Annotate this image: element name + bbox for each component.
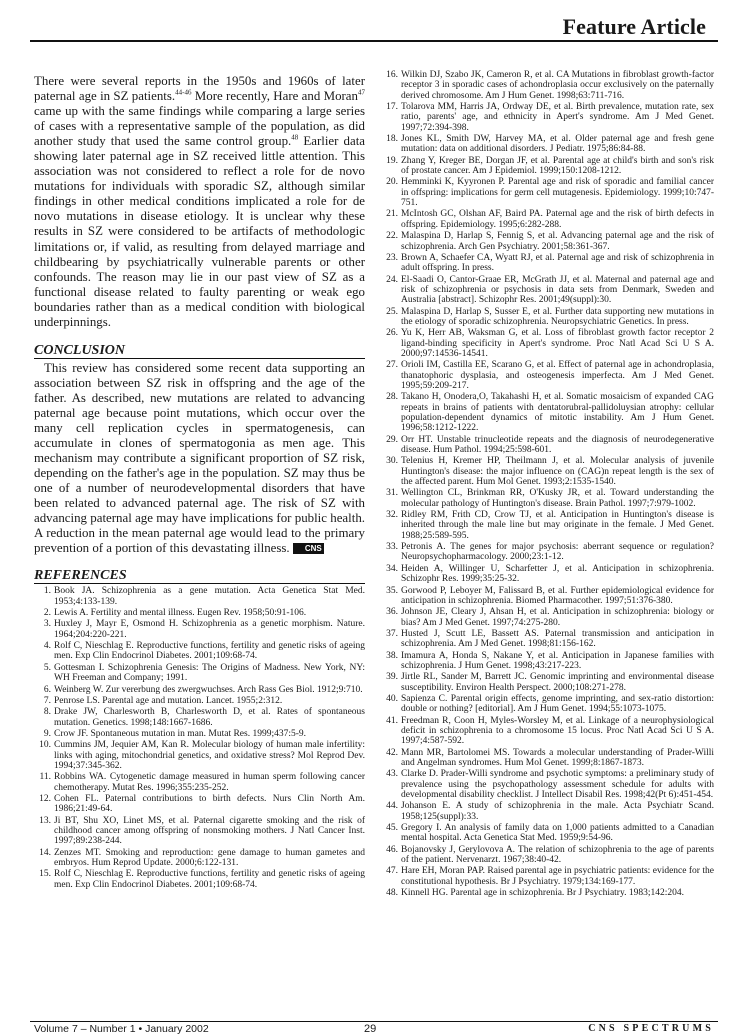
section-title: Feature Article (562, 14, 706, 39)
header-divider (30, 40, 718, 42)
reference-text: Penrose LS. Parental age and mutation. Lancet. 1955;2:312. (54, 695, 283, 706)
reference-number: 35. (386, 585, 398, 596)
reference-number: 32. (386, 510, 398, 521)
reference-item (381, 156, 714, 177)
reference-text: Drake JW, Charlesworth B, Charlesworth D, et al. Rates of spontaneous mutation. Genetics. 1998;148:1667-1686. (54, 707, 365, 728)
reference-text: Wilkin DJ, Szabo JK, Cameron R, et al. CA Mutations in fibroblast growth-factor receptor 3 in sporadic cases of achondroplasia occur exclusively on the paternally derived chromosome. Am J Hum Genet. 1998;63:711-716. (401, 70, 714, 101)
reference-number: 48. (386, 888, 398, 899)
reference-text: Gottesman I. Schizophrenia Genesis: The Origins of Madness. New York, NY: WH Freeman and Company; 1991. (54, 662, 365, 684)
reference-number: 18. (386, 134, 398, 145)
reference-text: Petronis A. The genes for major psychosis: aberrant sequence or regulation? Neuropsychopharmacology. 2000;23:1-12. (401, 542, 714, 563)
reference-item (34, 608, 365, 618)
reference-text: Malaspina D, Harlap S, Fennig S, et al. Advancing paternal age and the risk of schizophrenia. Arch Gen Psychiatry. 2001;58:361-367. (401, 231, 714, 252)
reference-text: Clarke D. Prader-Willi syndrome and psychotic symptoms: a preliminary study of prevalence using the psychopathology assessment schedule for adults with developmental disability checklist. J Intellect Disabil Res. 1998;42(Pt 6):451-454. (401, 769, 714, 801)
reference-item (381, 801, 714, 822)
reference-text: Orioli IM, Castilla EE, Scarano G, et al. Effect of paternal age in achondroplasia, thanatophoric dysplasia, and osteogenesis imperfecta. Am J Med Genet. 1995;59:209-217. (401, 360, 714, 391)
reference-text: McIntosh GC, Olshan AF, Baird PA. Paternal age and the risk of birth defects in offspring. Epidemiology. 1995;6:282-288. (401, 209, 714, 230)
citation-superscript: 44-46 (175, 88, 192, 97)
intro-text-d: Earlier data showing later paternal age in SZ received little attention. This association was not considered to reflect a role for de novo mutations for individuals with sporadic SZ, although similar findings in other medical conditions implicated a role for de novo mutations in disease etiology. It is unclear why these results in SZ were considered to be artifacts of methodologic limitations or, if valid, as resulting from delayed marriage and childbearing by psychiatrically vulnerable parents or other confounds. The reason may lie in our past view of SZ as a functional disease related to faulty parenting or weak ego boundaries rather than as a medical condition with biological underpinnings. (34, 134, 365, 329)
reference-item (34, 816, 365, 847)
reference-text: Weinberg W. Zur vererbung des zwergwuchses. Arch Rass Ges Biol. 1912;9:710. (54, 684, 363, 695)
reference-number: 46. (386, 844, 398, 855)
reference-item (381, 253, 714, 274)
reference-item (381, 769, 714, 800)
reference-number: 8. (43, 707, 51, 718)
reference-text: Gorwood P, Leboyer M, Falissard B, et al. Further epidemiological evidence for anticipation in schizophrenia. Biomed Pharmacother. 1997;51:376-380. (401, 585, 714, 606)
reference-number: 4. (43, 641, 51, 652)
reference-item (381, 607, 714, 628)
reference-number: 21. (386, 209, 398, 220)
journal-name: CNS SPECTRUMS (588, 1023, 714, 1034)
reference-item (381, 542, 714, 563)
citation-superscript: 47 (357, 88, 365, 97)
reference-item (381, 102, 714, 133)
intro-paragraph (34, 74, 365, 330)
reference-item (34, 663, 365, 684)
reference-text: Johanson E. A study of schizophrenia in the male. Acta Psychiatr Scand. 1958;125(suppl):33. (401, 801, 714, 822)
reference-text: Gregory I. An analysis of family data on 1,000 patients admitted to a Canadian mental hospital. Acta Genetica Stat Med. 1959;9:54-96. (401, 823, 714, 844)
reference-item (381, 823, 714, 844)
reference-item (381, 392, 714, 433)
reference-text: Wellington CL, Brinkman RR, O'Kusky JR, et al. Toward understanding the molecular pathology of Huntington's disease. Brain Pathol. 1997;7:979-1002. (401, 488, 714, 509)
reference-text: Yu K, Herr AB, Waksman G, et al. Loss of fibroblast growth factor receptor 2 ligand-binding specificity in Apert's syndrome. Proc Natl Acad Sci U S A. 2000;97:14536-14541. (401, 328, 714, 359)
reference-text: Zhang Y, Kreger BE, Dorgan JF, et al. Parental age at child's birth and son's risk of prostate cancer. Am J Epidemiol. 1999;150:1208-1212. (401, 155, 714, 177)
reference-number: 1. (43, 586, 51, 597)
reference-item (34, 586, 365, 607)
reference-item (381, 488, 714, 509)
conclusion-text: This review has considered some recent data supporting an association between SZ risk in offspring and the age of the father. As described, new mutations are related to advancing paternal age because point mutations, which occur over the many cell replication cycles in spermatogenesis, can accumulate in clones of spermatogonia as men age. This mechanism may contribute a significant proportion of SZ risk, depending on the father's age in the population. SZ may thus be one of a number of neurodevelopmental disorders that have been related to advanced paternal age. The risk of SZ with advancing paternal age may have implications for public health. A reduction in the mean paternal age would lead to the primary prevention of a portion of this devastating illness. (34, 360, 365, 556)
reference-number: 16. (386, 70, 398, 80)
intro-text-a: There were several reports in the 1950s and 1960s of later paternal age in SZ patients. (34, 74, 365, 104)
reference-number: 47. (386, 866, 398, 877)
reference-item (381, 134, 714, 155)
reference-number: 33. (386, 542, 398, 553)
reference-text: Cohen FL. Paternal contributions to birth defects. Nurs Clin North Am. 1986;21:49-64. (54, 793, 365, 815)
conclusion-paragraph (34, 361, 365, 557)
cns-end-mark-icon: CNS (293, 543, 324, 554)
references-heading: REFERENCES (34, 568, 365, 584)
reference-text: Hemminki K, Kyyronen P. Parental age and risk of sporadic and familial cancer in offspring: implications for germ cell mutagenesis. Epidemiology. 1999;10:747-751. (401, 177, 714, 209)
citation-superscript: 48 (291, 133, 299, 142)
reference-number: 29. (386, 434, 398, 445)
reference-number: 23. (386, 252, 398, 263)
reference-item (34, 696, 365, 706)
reference-text: Lewis A. Fertility and mental illness. Eugen Rev. 1958;50:91-106. (54, 608, 307, 619)
reference-number: 14. (39, 847, 51, 858)
reference-item (34, 869, 365, 890)
reference-number: 38. (386, 650, 398, 661)
reference-item (381, 629, 714, 650)
page-number: 29 (364, 1023, 377, 1035)
references-list-left (34, 586, 365, 890)
reference-number: 31. (386, 488, 398, 499)
reference-text: Ridley RM, Frith CD, Crow TJ, et al. Anticipation in Huntington's disease is inherited through the male line but may originate in the female. J Med Genet. 1988;25:589-595. (401, 510, 714, 541)
reference-item (381, 328, 714, 359)
reference-item (381, 510, 714, 541)
reference-text: Crow JF. Spontaneous mutation in man. Mutat Res. 1999;437:5-9. (54, 728, 307, 739)
reference-number: 28. (386, 392, 398, 403)
reference-text: Takano H, Onodera,O, Takahashi H, et al. Somatic mosaicism of expanded CAG repeats in brains of patients with dentatorubral-pallidoluysian atrophy: cellular population-dependent dynamics of mitotic instability. Am J Hum Genet. 1996;58:1212-1222. (401, 392, 714, 434)
reference-number: 41. (386, 715, 398, 726)
reference-item (381, 845, 714, 866)
reference-item (34, 707, 365, 728)
reference-item (381, 586, 714, 607)
reference-item (381, 307, 714, 328)
reference-item (34, 848, 365, 869)
reference-text: Ji BT, Shu XO, Linet MS, et al. Paternal cigarette smoking and the risk of childhood cancer among offspring of nonsmoking mothers. J Natl Cancer Inst. 1997;89:238-244. (54, 815, 365, 847)
issue-info: Volume 7 – Number 1 • January 2002 (34, 1023, 209, 1035)
reference-number: 10. (39, 740, 51, 751)
reference-text: Mann MR, Bartolomei MS. Towards a molecular understanding of Prader-Willi and Angelman syndromes. Hum Mol Genet. 1999;8:1867-1873. (401, 747, 714, 768)
reference-item (381, 672, 714, 693)
reference-item (381, 456, 714, 487)
reference-item (381, 694, 714, 715)
reference-item (381, 866, 714, 887)
reference-number: 22. (386, 231, 398, 242)
reference-text: Huxley J, Mayr E, Osmond H. Schizophrenia as a genetic morphism. Nature. 1964;204:220-221. (54, 619, 365, 640)
reference-item (381, 231, 714, 252)
reference-text: Orr HT. Unstable trinucleotide repeats and the diagnosis of neurodegenerative disease. Hum Pathol. 1994;25:598-601. (401, 434, 714, 456)
reference-text: Bojanovsky J, Gerylovova A. The relation of schizophrenia to the age of parents of the patient. Nervenarzt. 1967;38:40-42. (401, 844, 714, 866)
reference-item (381, 888, 714, 898)
reference-text: Tolarova MM, Harris JA, Ordway DE, et al. Birth prevalence, mutation rate, sex ratio, parents' age, and ethnicity in Apert's syndrome. Am J Med Genet. 1997;72:394-398. (401, 102, 714, 133)
reference-item (381, 275, 714, 306)
right-column (381, 70, 714, 899)
reference-number: 7. (43, 695, 51, 706)
reference-item (34, 740, 365, 771)
reference-item (34, 685, 365, 695)
intro-text-c: came up with the same findings while comparing a large series of cases with a representative sample of the population, as did another study that used the same control group. (34, 104, 365, 149)
reference-item (34, 794, 365, 815)
reference-text: Rolf C, Nieschlag E. Reproductive functions, fertility and genetic risks of ageing men. Exp Clin Endocrinol Diabetes. 2001;109:68-74. (54, 641, 365, 662)
reference-item (381, 177, 714, 208)
reference-text: Telenius H, Kremer HP, Theilmann J, et al. Molecular analysis of juvenile Huntington's disease: the major influence on (CAG)n repeat length is the sex of the affected parent. Hum Mol Genet. 1993;2:1535-1540. (401, 456, 714, 488)
reference-number: 5. (43, 662, 51, 673)
reference-number: 39. (386, 672, 398, 683)
reference-item (381, 748, 714, 769)
reference-number: 3. (43, 619, 51, 630)
intro-text-b: More recently, Hare and Moran (191, 89, 358, 104)
reference-item (381, 360, 714, 391)
reference-item (34, 729, 365, 739)
reference-item (34, 641, 365, 662)
reference-number: 27. (386, 360, 398, 371)
reference-text: Brown A, Schaefer CA, Wyatt RJ, et al. Paternal age and risk of schizophrenia in adult offspring. In press. (401, 252, 714, 274)
reference-number: 19. (386, 155, 398, 166)
reference-number: 11. (39, 772, 51, 783)
reference-number: 25. (386, 306, 398, 317)
reference-text: Hare EH, Moran PAP. Raised parental age in psychiatric patients: evidence for the constitutional hypothesis. Br J Psychiatry. 1979;134:169-177. (401, 866, 714, 887)
reference-number: 42. (386, 747, 398, 758)
reference-item (381, 70, 714, 101)
reference-number: 6. (43, 684, 51, 695)
reference-number: 40. (386, 693, 398, 704)
reference-item (34, 619, 365, 640)
reference-text: Cummins JM, Jequier AM, Kan R. Molecular biology of human male infertility: links with aging, mitochondrial genetics, and oxidative stress? Mol Reprod Dev. 1994;37:345-362. (54, 740, 365, 771)
reference-text: Kinnell HG. Parental age in schizophrenia. Br J Psychiatry. 1983;142:204. (401, 888, 685, 899)
reference-text: Robbins WA. Cytogenetic damage measured in human sperm following cancer chemotherapy. Mutat Res. 1996;355:235-252. (54, 772, 365, 793)
conclusion-heading: CONCLUSION (34, 343, 365, 359)
reference-text: Husted J, Scutt LE, Bassett AS. Paternal transmission and anticipation in schizophrenia. Am J Med Genet. 1998;81:156-162. (401, 628, 714, 650)
reference-text: Jirtle RL, Sander M, Barrett JC. Genomic imprinting and environmental disease susceptibility. Environ Health Perspect. 2000;108:271-278. (401, 672, 714, 693)
reference-item (381, 564, 714, 585)
reference-text: Jones KL, Smith DW, Harvey MA, et al. Older paternal age and fresh gene mutation: data on additional disorders. J Pediatr. 1975;86:84-88. (401, 134, 714, 155)
reference-number: 43. (386, 769, 398, 780)
left-column (34, 74, 365, 891)
reference-number: 44. (386, 801, 398, 812)
reference-item (381, 716, 714, 747)
reference-number: 13. (39, 815, 51, 826)
references-list-right (381, 70, 714, 898)
reference-text: El-Saadi O, Cantor-Graae ER, McGrath JJ, et al. Maternal and paternal age and risk of schizophrenia or psychosis in data sets from Denmark, Sweden and Australia [abstract]. Schizophr Res. 2001;49(suppl):30. (401, 274, 714, 306)
reference-text: Book JA. Schizophrenia as a gene mutation. Acta Genetica Stat Med. 1953;4:133-139. (54, 586, 365, 607)
reference-number: 9. (43, 728, 51, 739)
reference-number: 17. (386, 102, 398, 113)
reference-number: 36. (386, 607, 398, 618)
reference-number: 24. (386, 274, 398, 285)
reference-text: Freedman R, Coon H, Myles-Worsley M, et al. Linkage of a neurophysiological deficit in schizophrenia to a chromosome 15 locus. Proc Natl Acad Sci U S A. 1997;4:587-592. (401, 715, 714, 747)
reference-number: 34. (386, 563, 398, 574)
reference-text: Malaspina D, Harlap S, Susser E, et al. Further data supporting new mutations in the etiology of sporadic schizophrenia. Neuropsychiatric Genetics. In press. (401, 306, 714, 327)
reference-item (381, 435, 714, 456)
reference-text: Imamura A, Honda S, Nakane Y, et al. Anticipation in Japanese families with schizophrenia. J Hum Genet. 1998;43:217-223. (401, 650, 714, 671)
reference-number: 12. (39, 793, 51, 804)
reference-text: Rolf C, Nieschlag E. Reproductive functions, fertility and genetic risks of ageing men. Exp Clin Endocrinol Diabetes. 2001;109:68-74. (54, 869, 365, 890)
reference-item (34, 772, 365, 793)
reference-number: 30. (386, 456, 398, 467)
footer-divider (30, 1021, 718, 1022)
reference-number: 15. (39, 869, 51, 880)
reference-number: 37. (386, 628, 398, 639)
reference-number: 20. (386, 177, 398, 188)
reference-item (381, 651, 714, 672)
reference-item (381, 209, 714, 230)
reference-number: 2. (43, 608, 51, 619)
reference-number: 26. (386, 328, 398, 339)
reference-text: Heiden A, Willinger U, Scharfetter J, et al. Anticipation in schizophrenia. Schizophr Res. 1999;35:25-32. (401, 563, 714, 585)
reference-text: Zenzes MT. Smoking and reproduction: gene damage to human gametes and embryos. Hum Reprod Update. 2000;6:122-131. (54, 847, 365, 868)
reference-text: Sapienza C. Parental origin effects, genome imprinting, and sex-ratio distortion: double or nothing? [editorial]. Am J Hum Genet. 1994;55:1073-1075. (401, 693, 714, 715)
reference-number: 45. (386, 823, 398, 834)
reference-text: Johnson JE, Cleary J, Ahsan H, et al. Anticipation in schizophrenia: biology or bias? Am J Med Genet. 1997;74:275-280. (401, 607, 714, 628)
